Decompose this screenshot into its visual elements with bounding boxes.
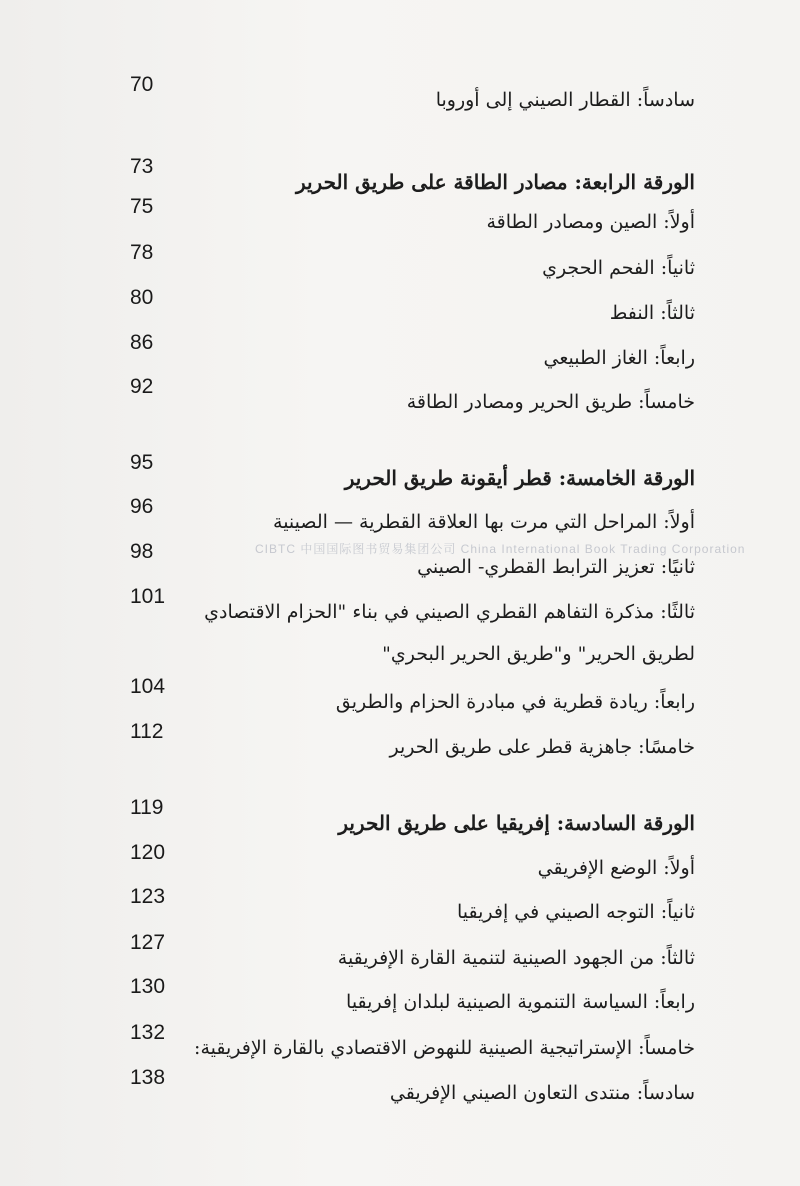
toc-entry xyxy=(130,720,695,770)
toc-page-number: 132 xyxy=(130,1021,166,1044)
toc-entry-title: ثالثًا: مذكرة التفاهم القطري الصيني في بناء "الحزام الاقتصادي xyxy=(204,601,695,623)
watermark: CIBTC 中国国际图书贸易集团公司 China International Book Trading Corporation xyxy=(255,542,746,556)
toc-section-heading xyxy=(130,451,695,501)
toc-page-number: 70 xyxy=(130,73,154,96)
toc-entry-title: رابعاً: السياسة التنموية الصينية لبلدان إفريقيا xyxy=(346,991,695,1013)
toc-entry-title: ثالثاً: النفط xyxy=(609,302,695,324)
toc-entry-title: أولاً: المراحل التي مرت بها العلاقة القطرية — الصينية xyxy=(273,511,695,533)
toc-entry xyxy=(130,73,695,123)
toc-entry-title: أولاً: الوضع الإفريقي xyxy=(537,857,695,879)
toc-entry-title: ثانيًا: تعزيز الترابط القطري- الصيني xyxy=(417,556,695,578)
toc-entry xyxy=(130,1021,695,1071)
toc-entry xyxy=(130,195,695,245)
toc-entry xyxy=(130,675,695,725)
toc-page-number: 96 xyxy=(130,495,154,518)
toc-page-number: 127 xyxy=(130,931,166,954)
toc-entry xyxy=(130,1066,695,1116)
toc-page-number: 92 xyxy=(130,375,154,398)
toc-entry-title: رابعاً: ريادة قطرية في مبادرة الحزام والطريق xyxy=(335,691,695,713)
toc-entry xyxy=(130,375,695,425)
toc-page-number: 138 xyxy=(130,1066,166,1089)
toc-entry xyxy=(130,585,695,635)
toc-entry-title: ثانياً: التوجه الصيني في إفريقيا xyxy=(456,901,695,923)
toc-page-number: 130 xyxy=(130,975,166,998)
toc-entry xyxy=(130,841,695,891)
toc-entry xyxy=(130,931,695,981)
toc-page-number: 73 xyxy=(130,155,154,178)
toc-page-number: 123 xyxy=(130,885,166,908)
toc-page-number: 104 xyxy=(130,675,166,698)
toc-entry-title: سادساً: منتدى التعاون الصيني الإفريقي xyxy=(389,1082,695,1104)
toc-page-number: 75 xyxy=(130,195,154,218)
toc-entry-title: سادساً: القطار الصيني إلى أوروبا xyxy=(435,89,695,111)
toc-entry-title: أولاً: الصين ومصادر الطاقة xyxy=(486,211,695,233)
toc-entry xyxy=(130,286,695,336)
toc-entry-title: الورقة الرابعة: مصادر الطاقة على طريق الحرير xyxy=(295,170,695,194)
toc-entry-title: خامساً: طريق الحرير ومصادر الطاقة xyxy=(406,391,695,413)
toc-entry xyxy=(130,975,695,1025)
toc-entry-title: الورقة السادسة: إفريقيا على طريق الحرير xyxy=(338,811,695,835)
toc-page-number: 95 xyxy=(130,451,154,474)
toc-page-number: 98 xyxy=(130,540,154,563)
toc-entry xyxy=(130,885,695,935)
toc-page-number: 86 xyxy=(130,331,154,354)
toc-entry-title: رابعاً: الغاز الطبيعي xyxy=(543,347,695,369)
toc-entry-title: ثانياً: الفحم الحجري xyxy=(542,257,695,279)
toc-section-heading xyxy=(130,155,695,205)
toc-entry xyxy=(130,495,695,545)
toc-entry-title: الورقة الخامسة: قطر أيقونة طريق الحرير xyxy=(344,466,695,490)
toc-entry-title: خامسًا: جاهزية قطر على طريق الحرير xyxy=(389,736,695,758)
toc-section-heading xyxy=(130,796,695,846)
toc-page-number: 78 xyxy=(130,241,154,264)
toc-page-number: 120 xyxy=(130,841,166,864)
toc-page-number: 119 xyxy=(130,796,164,819)
toc-entry-title: ثالثاً: من الجهود الصينية لتنمية القارة الإفريقية xyxy=(337,947,695,969)
toc-entry xyxy=(130,331,695,381)
toc-page-number: 112 xyxy=(130,720,164,743)
toc-entry-continuation: لطريق الحرير" و"طريق الحرير البحري" xyxy=(382,643,695,665)
toc-entry xyxy=(130,241,695,291)
toc-page-number: 80 xyxy=(130,286,154,309)
toc-entry-title: خامساً: الإستراتيجية الصينية للنهوض الاقتصادي بالقارة الإفريقية: xyxy=(194,1037,695,1059)
toc-page-number: 101 xyxy=(130,585,166,608)
